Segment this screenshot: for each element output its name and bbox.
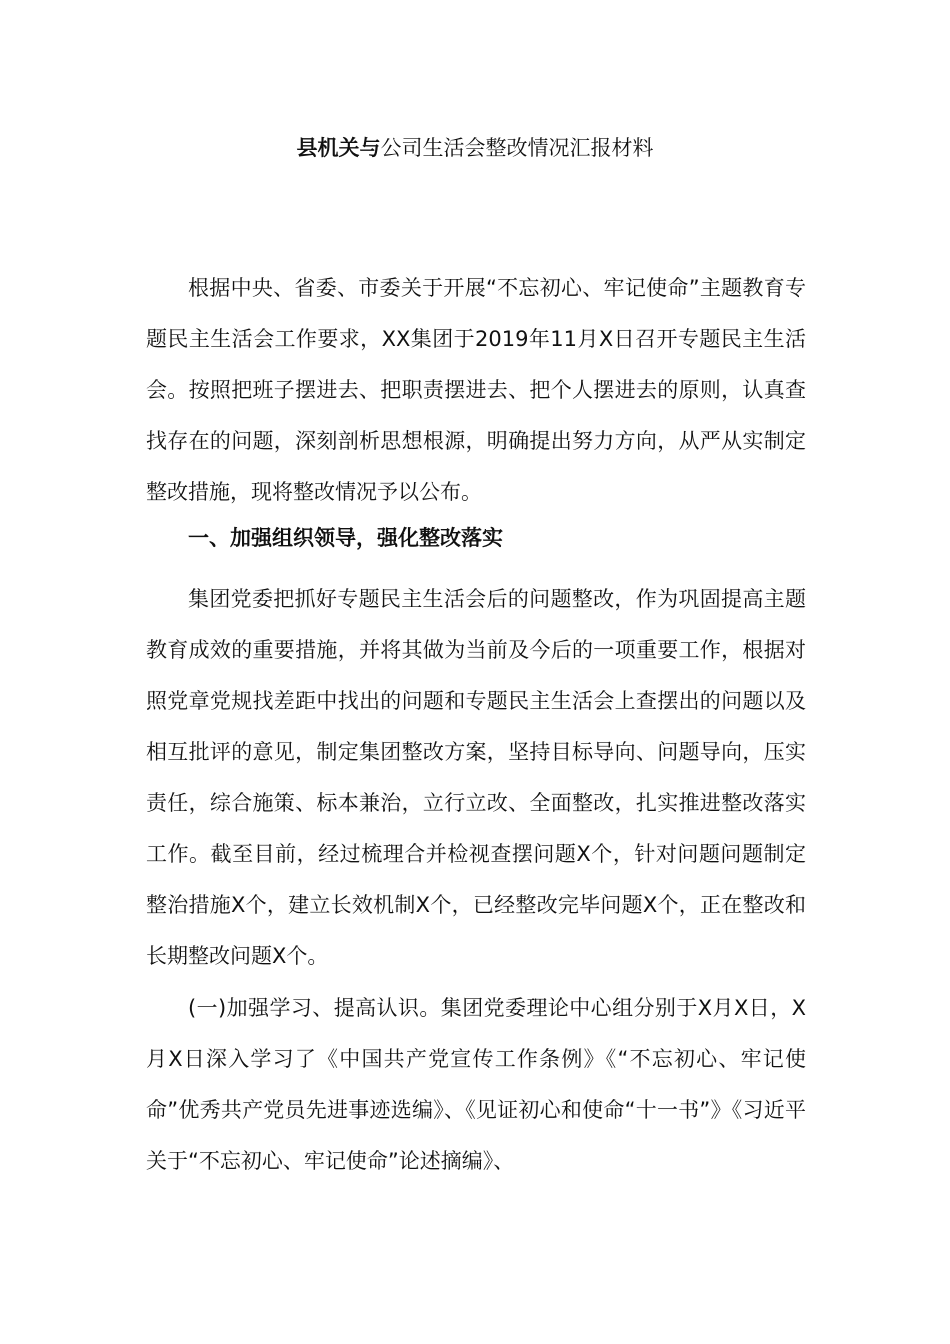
body-paragraph: 集团党委把抓好专题民主生活会后的问题整改，作为巩固提高主题教育成效的重要措施，并将其做为当前及今后的一项重要工作，根据对照党章党规找差距中找出的问题和专题民主生活会上查摆出的问题以及相互批评的意见，制定集团整改方案，坚持目标导向、问题导向，压实责任，综合施策、标本兼治，立行立改、全面整改，扎实推进整改落实工作。截至目前，经过梳理合并检视查摆问题X个，针对问题问题制定整治措施X个，建立长效机制X个，已经整改完毕问题X个，正在整改和长期整改问题X个。 [146, 587, 806, 968]
document-body [146, 0, 806, 1344]
section-heading: 一、加强组织领导，强化整改落实 [188, 526, 503, 550]
document-title-bold-part: 县机关与 [296, 136, 381, 160]
body-paragraph: (一)加强学习、提高认识。集团党委理论中心组分别于X月X日，X月X日深入学习了《中国共产党宣传工作条例》《“不忘初心、牢记使命”优秀共产党员先进事迹选编》、《见证初心和使命“十一书”》《习近平关于“不忘初心、牢记使命”论述摘编》、 [146, 996, 806, 1173]
intro-paragraph: 根据中央、省委、市委关于开展“不忘初心、牢记使命”主题教育专题民主生活会工作要求，XX集团于2019年11月X日召开专题民主生活会。按照把班子摆进去、把职责摆进去、把个人摆进去的原则，认真查找存在的问题，深刻剖析思想根源，明确提出努力方向，从严从实制定整改措施，现将整改情况予以公布。 [146, 276, 806, 504]
document-title-rest: 公司生活会整改情况汇报材料 [380, 136, 654, 160]
